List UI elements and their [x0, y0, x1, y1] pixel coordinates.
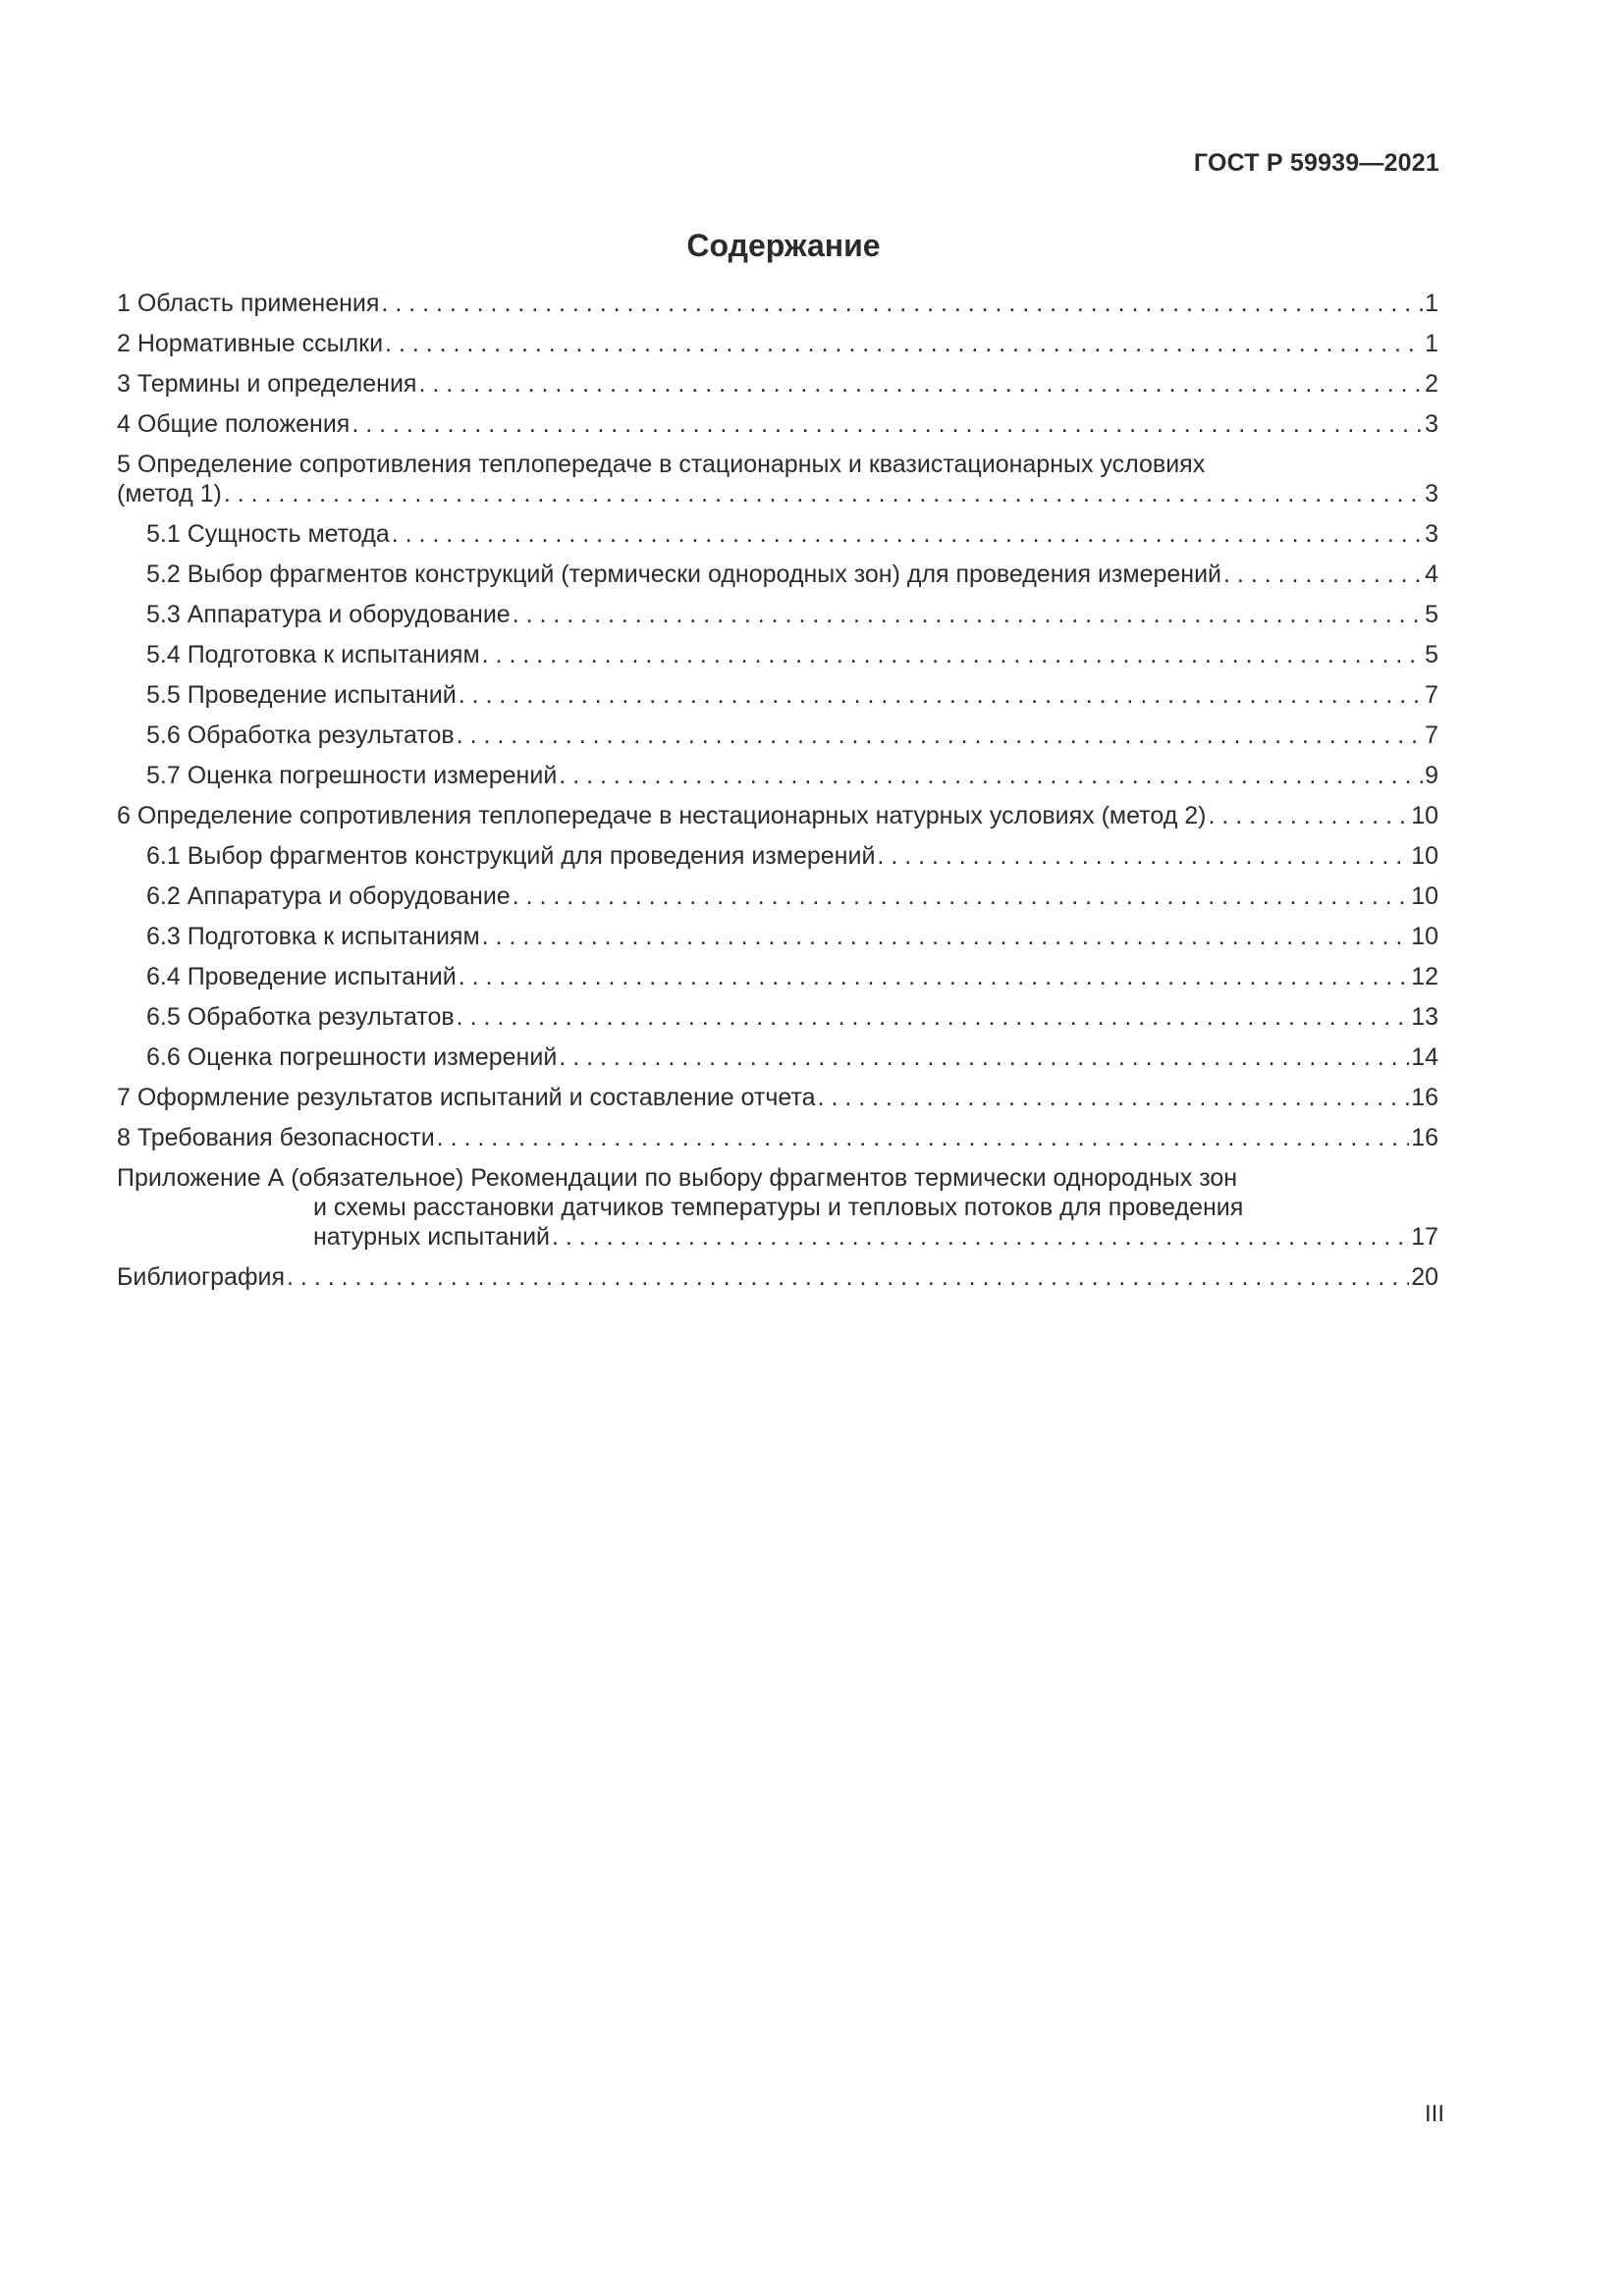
toc-item-page: 10: [1411, 842, 1438, 870]
toc-item-page: 7: [1425, 721, 1438, 749]
toc-leader: [1223, 560, 1423, 589]
toc-item-page: 12: [1411, 963, 1438, 990]
toc-leader: [418, 369, 1423, 399]
toc-item-6-1[interactable]: [117, 841, 1438, 871]
toc-item-8[interactable]: [117, 1123, 1438, 1152]
toc-item-label-line2: и схемы расстановки датчиков температуры и тепловых потоков для проведения: [313, 1194, 1244, 1221]
toc-item-label: 5.4 Подготовка к испытаниям: [146, 641, 480, 668]
toc-item-page: 5: [1425, 601, 1438, 628]
toc-leader: [459, 680, 1423, 710]
toc-leader: [385, 329, 1423, 358]
toc-title: Содержание: [686, 228, 881, 263]
toc-item-5-4[interactable]: [117, 640, 1438, 669]
toc-leader: [287, 1262, 1409, 1292]
toc-item-label: 5.2 Выбор фрагментов конструкций (термически однородных зон) для проведения измерений: [146, 561, 1222, 588]
toc-item-label: 6.4 Проведение испытаний: [146, 963, 457, 990]
toc-item-page: 14: [1411, 1043, 1438, 1071]
toc-item-page: 10: [1411, 923, 1438, 950]
toc-item-label: 5.3 Аппаратура и оборудование: [146, 601, 511, 628]
toc-leader: [381, 289, 1423, 318]
toc-item-4[interactable]: [117, 409, 1438, 439]
toc-item-6-6[interactable]: [117, 1042, 1438, 1072]
toc-leader: [457, 1002, 1410, 1032]
toc-leader: [482, 922, 1410, 951]
toc-leader: [1208, 801, 1409, 830]
toc-item-5-2[interactable]: [117, 560, 1438, 589]
toc-item-label: 6.3 Подготовка к испытаниям: [146, 923, 480, 950]
toc-leader: [459, 962, 1409, 991]
toc-item-page: 4: [1425, 561, 1438, 588]
appendix-continuation: [117, 1193, 1438, 1252]
toc-item-label: 7 Оформление результатов испытаний и составление отчета: [117, 1084, 816, 1111]
toc-item-5-7[interactable]: [117, 761, 1438, 790]
toc-item-label: 1 Область применения: [117, 290, 380, 317]
toc-item-page: 1: [1425, 290, 1438, 317]
document-code: ГОСТ Р 59939—2021: [1193, 149, 1439, 177]
toc-item-5-6[interactable]: [117, 721, 1438, 750]
toc-item-5-last-line: [117, 479, 1438, 508]
toc-item-label: 6.2 Аппаратура и оборудование: [146, 882, 511, 910]
toc-item-bibliography[interactable]: [117, 1262, 1438, 1292]
toc-item-5-3[interactable]: [117, 600, 1438, 629]
toc-item-page: 9: [1425, 762, 1438, 789]
toc-item-6[interactable]: [117, 801, 1438, 830]
toc-item-label: Библиография: [117, 1263, 286, 1291]
toc-item-page: 10: [1411, 882, 1438, 910]
toc-item-page: 16: [1411, 1124, 1438, 1151]
toc-item-5-1[interactable]: [117, 519, 1438, 549]
toc-item-label: 3 Термины и определения: [117, 370, 417, 398]
toc-item-page: 10: [1411, 802, 1438, 829]
toc-leader: [482, 640, 1423, 669]
toc-item-label: 6.1 Выбор фрагментов конструкций для проведения измерений: [146, 842, 876, 870]
toc-item-label-line2: (метод 1): [117, 480, 222, 507]
toc-leader: [818, 1083, 1410, 1112]
toc-leader: [877, 841, 1409, 871]
toc-leader: [392, 519, 1423, 549]
toc-item-page: 17: [1411, 1223, 1438, 1251]
toc-item-2[interactable]: [117, 329, 1438, 358]
toc-item-6-3[interactable]: [117, 922, 1438, 951]
toc-leader: [224, 479, 1423, 508]
toc-item-page: 2: [1425, 370, 1438, 398]
toc-item-7[interactable]: [117, 1083, 1438, 1112]
toc-item-label-line1: Приложение А (обязательное) Рекомендации по выбору фрагментов термически однородных зон: [117, 1164, 1238, 1192]
toc-item-page: 3: [1425, 410, 1438, 438]
table-of-contents: [117, 289, 1438, 1303]
toc-item-1[interactable]: [117, 289, 1438, 318]
toc-item-5-5[interactable]: [117, 680, 1438, 710]
toc-item-5[interactable]: [117, 450, 1438, 508]
toc-item-appendix-a[interactable]: [117, 1163, 1438, 1252]
toc-item-label: 5.1 Сущность метода: [146, 520, 390, 548]
toc-item-6-2[interactable]: [117, 881, 1438, 911]
toc-leader: [437, 1123, 1410, 1152]
toc-item-label: 2 Нормативные ссылки: [117, 330, 384, 357]
toc-item-page: 20: [1411, 1263, 1438, 1291]
toc-item-label: 6.6 Оценка погрешности измерений: [146, 1043, 558, 1071]
toc-item-page: 3: [1425, 520, 1438, 548]
toc-item-3[interactable]: [117, 369, 1438, 399]
toc-leader: [457, 721, 1423, 750]
toc-item-label: 5.5 Проведение испытаний: [146, 681, 457, 709]
toc-item-label: 6 Определение сопротивления теплопередаче в нестационарных натурных условиях (метод 2): [117, 802, 1207, 829]
toc-leader: [559, 1042, 1409, 1072]
toc-leader: [513, 600, 1423, 629]
toc-item-6-4[interactable]: [117, 962, 1438, 991]
toc-item-label: 6.5 Обработка результатов: [146, 1003, 455, 1031]
toc-item-label: 5.7 Оценка погрешности измерений: [146, 762, 558, 789]
toc-item-label: 4 Общие положения: [117, 410, 351, 438]
toc-leader: [552, 1222, 1409, 1252]
toc-item-page: 13: [1411, 1003, 1438, 1031]
toc-item-page: 1: [1425, 330, 1438, 357]
toc-item-label: 5.6 Обработка результатов: [146, 721, 455, 749]
toc-item-label-line3: натурных испытаний: [313, 1223, 551, 1251]
appendix-last-line: [313, 1222, 1438, 1252]
toc-item-label-line1: 5 Определение сопротивления теплопередаче в стационарных и квазистационарных условиях: [117, 451, 1206, 478]
page-number: III: [1424, 2101, 1444, 2127]
toc-item-page: 7: [1425, 681, 1438, 709]
toc-leader: [352, 409, 1423, 439]
toc-leader: [513, 881, 1409, 911]
toc-item-6-5[interactable]: [117, 1002, 1438, 1032]
toc-leader: [559, 761, 1423, 790]
toc-item-label: 8 Требования безопасности: [117, 1124, 435, 1151]
toc-item-page: 5: [1425, 641, 1438, 668]
toc-item-page: 16: [1411, 1084, 1438, 1111]
toc-item-page: 3: [1425, 480, 1438, 507]
